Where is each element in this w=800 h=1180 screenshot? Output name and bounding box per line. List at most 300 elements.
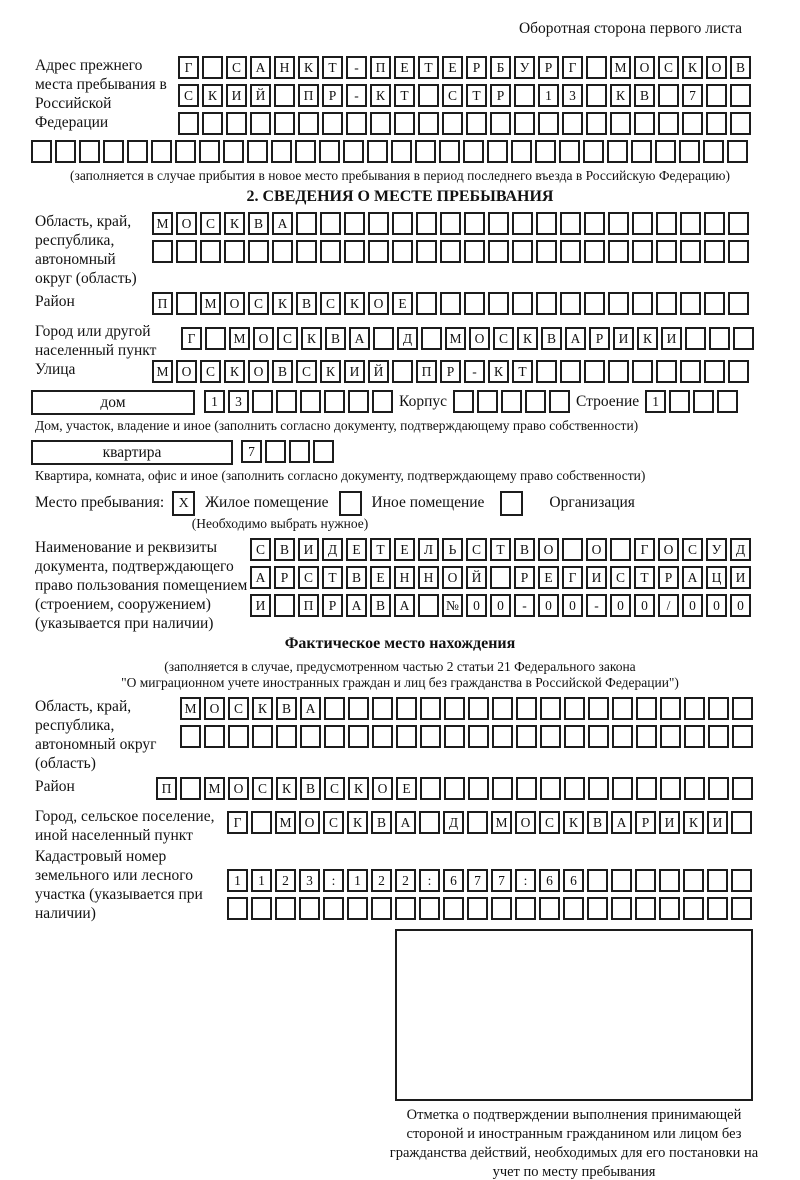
char-cell[interactable] — [468, 777, 489, 800]
char-cell[interactable] — [538, 112, 559, 135]
char-cell[interactable]: Т — [466, 84, 487, 107]
char-cell[interactable]: 1 — [645, 390, 666, 413]
char-cell[interactable]: С — [320, 292, 341, 315]
char-cell[interactable]: К — [202, 84, 223, 107]
char-cell[interactable]: О — [228, 777, 249, 800]
char-cell[interactable] — [516, 777, 537, 800]
char-cell[interactable]: 1 — [227, 869, 248, 892]
char-cell[interactable] — [324, 725, 345, 748]
char-cell[interactable] — [416, 240, 437, 263]
char-cell[interactable]: И — [298, 538, 319, 561]
char-cell[interactable]: М — [204, 777, 225, 800]
char-cell[interactable] — [584, 240, 605, 263]
char-cell[interactable]: Н — [394, 566, 415, 589]
char-cell[interactable]: Е — [394, 538, 415, 561]
char-cell[interactable] — [442, 112, 463, 135]
char-cell[interactable] — [706, 112, 727, 135]
char-cell[interactable] — [420, 725, 441, 748]
char-cell[interactable] — [420, 697, 441, 720]
char-cell[interactable]: Д — [443, 811, 464, 834]
char-cell[interactable]: У — [706, 538, 727, 561]
char-cell[interactable] — [322, 112, 343, 135]
char-cell[interactable]: И — [730, 566, 751, 589]
char-cell[interactable] — [488, 240, 509, 263]
char-cell[interactable] — [296, 240, 317, 263]
char-cell[interactable] — [516, 725, 537, 748]
char-cell[interactable] — [728, 212, 749, 235]
char-cell[interactable] — [418, 594, 439, 617]
char-cell[interactable] — [200, 240, 221, 263]
char-cell[interactable] — [265, 440, 286, 463]
char-cell[interactable] — [658, 84, 679, 107]
char-cell[interactable] — [588, 697, 609, 720]
char-cell[interactable]: Т — [490, 538, 511, 561]
char-cell[interactable]: С — [323, 811, 344, 834]
char-cell[interactable] — [684, 725, 705, 748]
char-cell[interactable]: С — [277, 327, 298, 350]
char-cell[interactable] — [608, 212, 629, 235]
char-cell[interactable]: 3 — [562, 84, 583, 107]
char-cell[interactable]: А — [272, 212, 293, 235]
char-cell[interactable]: О — [248, 360, 269, 383]
char-cell[interactable]: И — [586, 566, 607, 589]
char-cell[interactable]: В — [300, 777, 321, 800]
char-cell[interactable]: С — [682, 538, 703, 561]
char-cell[interactable] — [656, 240, 677, 263]
char-cell[interactable] — [180, 777, 201, 800]
char-cell[interactable]: О — [299, 811, 320, 834]
char-cell[interactable]: 0 — [562, 594, 583, 617]
char-cell[interactable]: О — [442, 566, 463, 589]
char-cell[interactable] — [250, 112, 271, 135]
char-cell[interactable]: Р — [538, 56, 559, 79]
char-cell[interactable] — [612, 725, 633, 748]
char-cell[interactable] — [608, 240, 629, 263]
char-cell[interactable] — [368, 240, 389, 263]
char-cell[interactable]: 2 — [371, 869, 392, 892]
char-cell[interactable] — [635, 897, 656, 920]
char-cell[interactable]: С — [539, 811, 560, 834]
char-cell[interactable] — [516, 697, 537, 720]
char-cell[interactable]: А — [395, 811, 416, 834]
char-cell[interactable]: О — [658, 538, 679, 561]
char-cell[interactable] — [295, 140, 316, 163]
char-cell[interactable] — [344, 240, 365, 263]
char-cell[interactable] — [392, 240, 413, 263]
char-cell[interactable]: О — [634, 56, 655, 79]
char-cell[interactable] — [272, 240, 293, 263]
char-cell[interactable]: М — [491, 811, 512, 834]
char-cell[interactable]: Г — [181, 327, 202, 350]
char-cell[interactable] — [252, 725, 273, 748]
char-cell[interactable]: С — [200, 212, 221, 235]
char-cell[interactable] — [275, 897, 296, 920]
char-cell[interactable]: В — [634, 84, 655, 107]
char-cell[interactable]: В — [325, 327, 346, 350]
char-cell[interactable] — [226, 112, 247, 135]
char-cell[interactable] — [180, 725, 201, 748]
char-cell[interactable]: В — [730, 56, 751, 79]
char-cell[interactable] — [611, 869, 632, 892]
char-cell[interactable] — [730, 112, 751, 135]
char-cell[interactable] — [514, 112, 535, 135]
char-cell[interactable] — [680, 240, 701, 263]
char-cell[interactable] — [488, 212, 509, 235]
char-cell[interactable]: О — [253, 327, 274, 350]
char-cell[interactable] — [515, 897, 536, 920]
char-cell[interactable] — [540, 777, 561, 800]
char-cell[interactable]: С — [442, 84, 463, 107]
char-cell[interactable] — [415, 140, 436, 163]
char-cell[interactable] — [680, 212, 701, 235]
checkbox-residential[interactable]: X — [172, 491, 195, 516]
char-cell[interactable]: 2 — [275, 869, 296, 892]
char-cell[interactable]: Е — [442, 56, 463, 79]
char-cell[interactable]: 6 — [443, 869, 464, 892]
char-cell[interactable] — [587, 897, 608, 920]
char-cell[interactable]: Р — [440, 360, 461, 383]
char-cell[interactable]: М — [152, 212, 173, 235]
char-cell[interactable] — [680, 292, 701, 315]
char-cell[interactable]: О — [515, 811, 536, 834]
char-cell[interactable] — [512, 240, 533, 263]
char-cell[interactable]: В — [370, 594, 391, 617]
char-cell[interactable] — [276, 725, 297, 748]
char-cell[interactable] — [586, 56, 607, 79]
char-cell[interactable]: Т — [634, 566, 655, 589]
char-cell[interactable] — [731, 811, 752, 834]
char-cell[interactable]: Г — [227, 811, 248, 834]
char-cell[interactable]: К — [276, 777, 297, 800]
char-cell[interactable] — [731, 869, 752, 892]
char-cell[interactable] — [727, 140, 748, 163]
char-cell[interactable]: В — [296, 292, 317, 315]
char-cell[interactable]: О — [204, 697, 225, 720]
char-cell[interactable] — [635, 869, 656, 892]
char-cell[interactable] — [535, 140, 556, 163]
char-cell[interactable] — [679, 140, 700, 163]
char-cell[interactable]: Ц — [706, 566, 727, 589]
char-cell[interactable]: К — [488, 360, 509, 383]
char-cell[interactable]: 0 — [490, 594, 511, 617]
char-cell[interactable]: К — [320, 360, 341, 383]
char-cell[interactable] — [223, 140, 244, 163]
char-cell[interactable]: Т — [322, 566, 343, 589]
char-cell[interactable]: О — [176, 360, 197, 383]
char-cell[interactable] — [127, 140, 148, 163]
char-cell[interactable] — [708, 697, 729, 720]
char-cell[interactable]: А — [394, 594, 415, 617]
char-cell[interactable] — [731, 897, 752, 920]
char-cell[interactable]: О — [368, 292, 389, 315]
char-cell[interactable] — [728, 292, 749, 315]
char-cell[interactable]: Т — [394, 84, 415, 107]
char-cell[interactable]: Г — [634, 538, 655, 561]
char-cell[interactable] — [684, 697, 705, 720]
char-cell[interactable] — [656, 212, 677, 235]
char-cell[interactable]: И — [659, 811, 680, 834]
char-cell[interactable] — [444, 777, 465, 800]
char-cell[interactable] — [271, 140, 292, 163]
char-cell[interactable] — [202, 112, 223, 135]
char-cell[interactable]: А — [565, 327, 586, 350]
char-cell[interactable] — [323, 897, 344, 920]
char-cell[interactable]: М — [200, 292, 221, 315]
char-cell[interactable]: П — [370, 56, 391, 79]
char-cell[interactable] — [227, 897, 248, 920]
char-cell[interactable] — [467, 897, 488, 920]
char-cell[interactable] — [228, 725, 249, 748]
char-cell[interactable] — [419, 811, 440, 834]
char-cell[interactable]: С — [200, 360, 221, 383]
char-cell[interactable] — [636, 697, 657, 720]
char-cell[interactable] — [348, 725, 369, 748]
char-cell[interactable]: К — [224, 212, 245, 235]
char-cell[interactable] — [176, 292, 197, 315]
char-cell[interactable] — [416, 212, 437, 235]
char-cell[interactable]: М — [180, 697, 201, 720]
char-cell[interactable] — [55, 140, 76, 163]
char-cell[interactable] — [659, 897, 680, 920]
char-cell[interactable] — [560, 212, 581, 235]
char-cell[interactable] — [300, 725, 321, 748]
checkbox-organization[interactable] — [500, 491, 523, 516]
char-cell[interactable] — [274, 84, 295, 107]
char-cell[interactable] — [348, 697, 369, 720]
char-cell[interactable]: О — [176, 212, 197, 235]
char-cell[interactable]: И — [613, 327, 634, 350]
char-cell[interactable] — [608, 360, 629, 383]
char-cell[interactable] — [540, 725, 561, 748]
char-cell[interactable]: Е — [538, 566, 559, 589]
char-cell[interactable]: 7 — [241, 440, 262, 463]
char-cell[interactable]: 1 — [204, 390, 225, 413]
char-cell[interactable] — [682, 112, 703, 135]
char-cell[interactable] — [586, 112, 607, 135]
char-cell[interactable] — [539, 897, 560, 920]
char-cell[interactable]: М — [152, 360, 173, 383]
char-cell[interactable]: Р — [514, 566, 535, 589]
char-cell[interactable]: С — [298, 566, 319, 589]
char-cell[interactable] — [371, 897, 392, 920]
char-cell[interactable] — [444, 725, 465, 748]
char-cell[interactable] — [536, 240, 557, 263]
char-cell[interactable]: И — [344, 360, 365, 383]
char-cell[interactable]: 6 — [563, 869, 584, 892]
char-cell[interactable]: П — [298, 594, 319, 617]
char-cell[interactable] — [704, 292, 725, 315]
char-cell[interactable] — [453, 390, 474, 413]
char-cell[interactable] — [466, 112, 487, 135]
char-cell[interactable]: С — [296, 360, 317, 383]
char-cell[interactable] — [560, 240, 581, 263]
char-cell[interactable]: Р — [322, 84, 343, 107]
char-cell[interactable] — [733, 327, 754, 350]
char-cell[interactable] — [632, 292, 653, 315]
char-cell[interactable]: В — [274, 538, 295, 561]
char-cell[interactable] — [440, 212, 461, 235]
char-cell[interactable] — [324, 390, 345, 413]
char-cell[interactable] — [394, 112, 415, 135]
char-cell[interactable] — [276, 390, 297, 413]
char-cell[interactable]: А — [250, 56, 271, 79]
char-cell[interactable] — [488, 292, 509, 315]
char-cell[interactable] — [468, 725, 489, 748]
char-cell[interactable]: К — [272, 292, 293, 315]
char-cell[interactable]: Л — [418, 538, 439, 561]
char-cell[interactable]: 0 — [730, 594, 751, 617]
char-cell[interactable] — [559, 140, 580, 163]
char-cell[interactable] — [588, 725, 609, 748]
char-cell[interactable]: С — [658, 56, 679, 79]
char-cell[interactable] — [586, 84, 607, 107]
char-cell[interactable] — [728, 360, 749, 383]
char-cell[interactable] — [709, 327, 730, 350]
char-cell[interactable]: Р — [466, 56, 487, 79]
char-cell[interactable] — [468, 697, 489, 720]
char-cell[interactable]: Д — [730, 538, 751, 561]
char-cell[interactable] — [536, 292, 557, 315]
char-cell[interactable] — [612, 777, 633, 800]
char-cell[interactable] — [320, 212, 341, 235]
char-cell[interactable] — [346, 112, 367, 135]
char-cell[interactable] — [151, 140, 172, 163]
char-cell[interactable] — [396, 697, 417, 720]
char-cell[interactable] — [491, 897, 512, 920]
char-cell[interactable]: Т — [370, 538, 391, 561]
char-cell[interactable]: С — [493, 327, 514, 350]
char-cell[interactable] — [79, 140, 100, 163]
char-cell[interactable]: Г — [562, 566, 583, 589]
char-cell[interactable]: О — [224, 292, 245, 315]
char-cell[interactable] — [728, 240, 749, 263]
char-cell[interactable]: А — [250, 566, 271, 589]
char-cell[interactable]: Г — [178, 56, 199, 79]
char-cell[interactable]: : — [323, 869, 344, 892]
char-cell[interactable] — [370, 112, 391, 135]
char-cell[interactable] — [560, 292, 581, 315]
char-cell[interactable]: С — [466, 538, 487, 561]
char-cell[interactable] — [608, 292, 629, 315]
char-cell[interactable] — [319, 140, 340, 163]
char-cell[interactable] — [175, 140, 196, 163]
char-cell[interactable]: Е — [370, 566, 391, 589]
char-cell[interactable] — [391, 140, 412, 163]
char-cell[interactable] — [564, 725, 585, 748]
char-cell[interactable] — [704, 240, 725, 263]
char-cell[interactable] — [584, 212, 605, 235]
char-cell[interactable] — [632, 360, 653, 383]
char-cell[interactable] — [706, 84, 727, 107]
char-cell[interactable] — [610, 538, 631, 561]
char-cell[interactable] — [103, 140, 124, 163]
char-cell[interactable] — [636, 725, 657, 748]
char-cell[interactable]: К — [637, 327, 658, 350]
char-cell[interactable]: Д — [397, 327, 418, 350]
char-cell[interactable] — [313, 440, 334, 463]
char-cell[interactable] — [392, 360, 413, 383]
char-cell[interactable]: 1 — [538, 84, 559, 107]
char-cell[interactable]: В — [587, 811, 608, 834]
char-cell[interactable] — [717, 390, 738, 413]
char-cell[interactable] — [444, 697, 465, 720]
char-cell[interactable] — [492, 777, 513, 800]
char-cell[interactable] — [540, 697, 561, 720]
char-cell[interactable]: К — [682, 56, 703, 79]
char-cell[interactable] — [549, 390, 570, 413]
char-cell[interactable] — [707, 897, 728, 920]
char-cell[interactable] — [477, 390, 498, 413]
char-cell[interactable]: М — [445, 327, 466, 350]
char-cell[interactable] — [588, 777, 609, 800]
char-cell[interactable] — [680, 360, 701, 383]
char-cell[interactable] — [464, 292, 485, 315]
char-cell[interactable]: / — [658, 594, 679, 617]
char-cell[interactable] — [607, 140, 628, 163]
char-cell[interactable]: П — [416, 360, 437, 383]
char-cell[interactable]: О — [372, 777, 393, 800]
char-cell[interactable] — [299, 897, 320, 920]
char-cell[interactable] — [490, 566, 511, 589]
char-cell[interactable] — [248, 240, 269, 263]
char-cell[interactable] — [708, 777, 729, 800]
char-cell[interactable]: П — [152, 292, 173, 315]
char-cell[interactable] — [372, 725, 393, 748]
char-cell[interactable]: К — [563, 811, 584, 834]
char-cell[interactable]: - — [346, 84, 367, 107]
char-cell[interactable]: В — [371, 811, 392, 834]
char-cell[interactable] — [536, 212, 557, 235]
char-cell[interactable]: М — [275, 811, 296, 834]
char-cell[interactable] — [501, 390, 522, 413]
char-cell[interactable] — [252, 390, 273, 413]
char-cell[interactable] — [584, 360, 605, 383]
char-cell[interactable] — [655, 140, 676, 163]
char-cell[interactable]: С — [250, 538, 271, 561]
char-cell[interactable] — [612, 697, 633, 720]
char-cell[interactable]: К — [301, 327, 322, 350]
char-cell[interactable] — [730, 84, 751, 107]
char-cell[interactable]: В — [346, 566, 367, 589]
char-cell[interactable]: 2 — [395, 869, 416, 892]
char-cell[interactable] — [176, 240, 197, 263]
char-cell[interactable]: 0 — [538, 594, 559, 617]
char-cell[interactable] — [492, 725, 513, 748]
char-cell[interactable] — [732, 725, 753, 748]
char-cell[interactable] — [693, 390, 714, 413]
char-cell[interactable] — [467, 811, 488, 834]
char-cell[interactable] — [440, 292, 461, 315]
char-cell[interactable] — [560, 360, 581, 383]
char-cell[interactable] — [656, 292, 677, 315]
char-cell[interactable]: О — [706, 56, 727, 79]
char-cell[interactable] — [660, 725, 681, 748]
char-cell[interactable] — [631, 140, 652, 163]
char-cell[interactable]: А — [349, 327, 370, 350]
char-cell[interactable]: : — [419, 869, 440, 892]
char-cell[interactable] — [274, 112, 295, 135]
char-cell[interactable]: 7 — [491, 869, 512, 892]
char-cell[interactable]: Р — [589, 327, 610, 350]
char-cell[interactable]: А — [611, 811, 632, 834]
char-cell[interactable]: Й — [250, 84, 271, 107]
char-cell[interactable]: Н — [274, 56, 295, 79]
char-cell[interactable] — [564, 777, 585, 800]
char-cell[interactable]: Д — [322, 538, 343, 561]
char-cell[interactable] — [536, 360, 557, 383]
char-cell[interactable] — [490, 112, 511, 135]
char-cell[interactable] — [418, 112, 439, 135]
